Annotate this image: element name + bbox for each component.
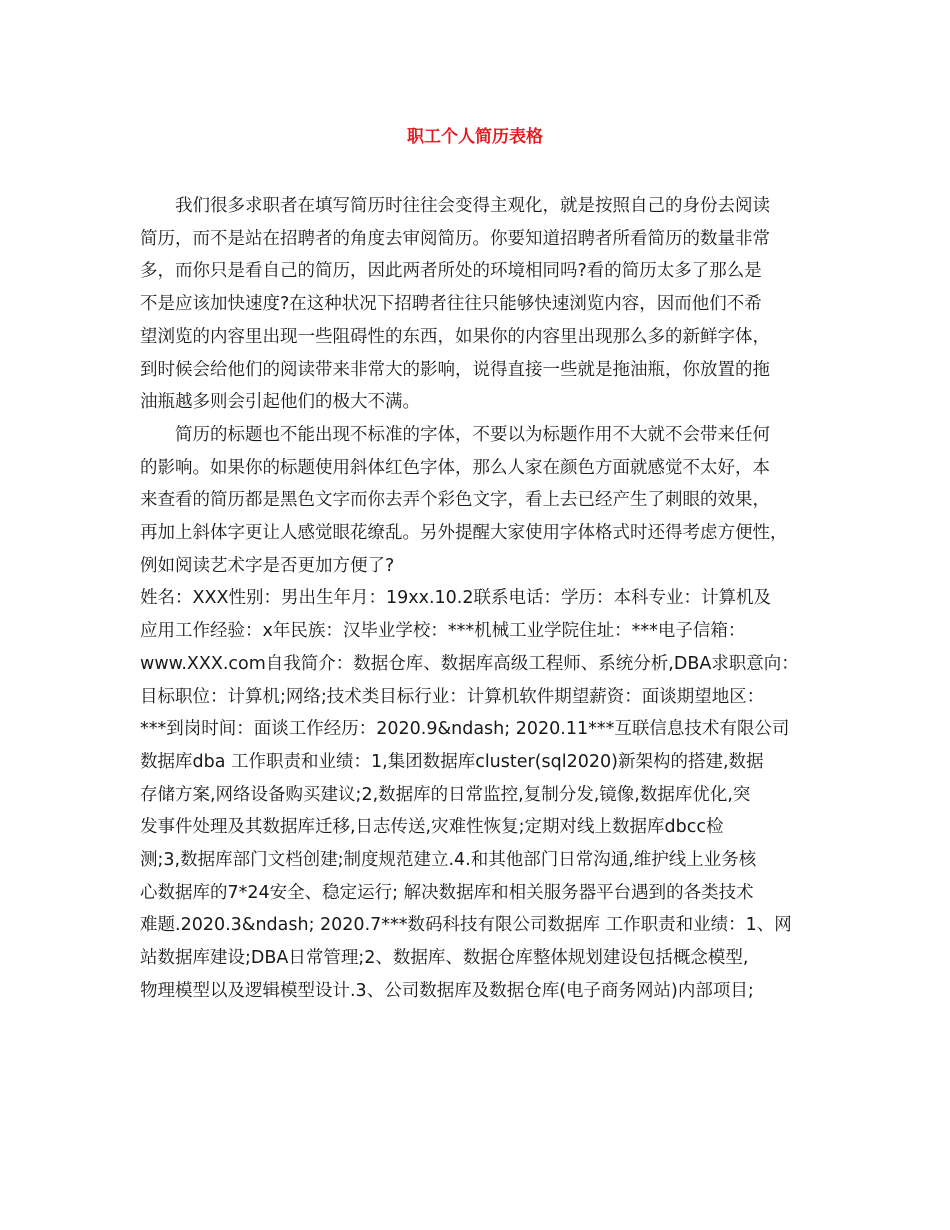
- text-line: 应用工作经验：x年民族：汉毕业学校：***机械工业学院住址：***电子信箱：: [140, 621, 746, 642]
- text-line: 难题.2020.3&ndash; 2020.7***数码科技有限公司数据库 工作职责和业绩：1、网: [140, 915, 792, 936]
- text-line: 例如阅读艺术字是否更加方便了?: [140, 555, 395, 576]
- text-line: 再加上斜体字更让人感觉眼花缭乱。另外提醒大家使用字体格式时还得考虑方便性，: [140, 523, 788, 544]
- text-line: 存储方案,网络设备购买建议;2,数据库的日常监控,复制分发,镜像,数据库优化,突: [140, 784, 751, 805]
- text-line: 油瓶越多则会引起他们的极大不满。: [140, 392, 420, 413]
- document-title: 职工个人简历表格: [407, 127, 543, 147]
- text-line: 来查看的简历都是黑色文字而你去弄个彩色文字，看上去已经产生了刺眼的效果，: [140, 490, 770, 511]
- text-line: 目标职位：计算机;网络;技术类目标行业：计算机软件期望薪资：面谈期望地区：: [140, 686, 765, 707]
- text-line: 到时候会给他们的阅读带来非常大的影响，说得直接一些就是拖油瓶，你放置的拖: [140, 359, 770, 380]
- text-line: 姓名：XXX性别：男出生年月：19xx.10.2联系电话：学历：本科专业：计算机及: [140, 588, 771, 609]
- text-line: ***到岗时间：面谈工作经历：2020.9&ndash; 2020.11***互联信息技术有限公司: [140, 719, 790, 740]
- text-line: 多，而你只是看自己的简历，因此两者所处的环境相同吗?看的简历太多了那么是: [140, 261, 762, 282]
- text-line: 的影响。如果你的标题使用斜体红色字体，那么人家在颜色方面就感觉不太好，本: [140, 457, 770, 478]
- text-line: 站数据库建设;DBA日常管理;2、数据库、数据仓库整体规划建设包括概念模型,: [140, 948, 749, 969]
- text-line: 发事件处理及其数据库迁移,日志传送,灾难性恢复;定期对线上数据库dbcc检: [140, 817, 724, 838]
- text-line: 测;3,数据库部门文档创建;制度规范建立.4.和其他部门日常沟通,维护线上业务核: [140, 850, 757, 871]
- document-body: [140, 190, 830, 1008]
- text-line: www.XXX.com自我简介：数据仓库、数据库高级工程师、系统分析,DBA求职意向：: [140, 653, 799, 674]
- text-line: 简历的标题也不能出现不标准的字体，不要以为标题作用不大就不会带来任何: [175, 424, 770, 445]
- text-line: 心数据库的7*24安全、稳定运行; 解决数据库和相关服务器平台遇到的各类技术: [140, 882, 754, 903]
- text-line: 望浏览的内容里出现一些阻碍性的东西，如果你的内容里出现那么多的新鲜字体，: [140, 326, 770, 347]
- text-line: 不是应该加快速度?在这种状况下招聘者往往只能够快速浏览内容，因而他们不希: [140, 294, 762, 315]
- text-line: 物理模型以及逻辑模型设计.3、公司数据库及数据仓库(电子商务网站)内部项目;: [140, 980, 754, 1001]
- text-line: 简历，而不是站在招聘者的角度去审阅简历。你要知道招聘者所看简历的数量非常: [140, 228, 770, 249]
- text-line: 我们很多求职者在填写简历时往往会变得主观化，就是按照自己的身份去阅读: [175, 196, 770, 216]
- text-line: 数据库dba 工作职责和业绩：1,集团数据库cluster(sql2020)新架构的搭建,数据: [140, 751, 764, 772]
